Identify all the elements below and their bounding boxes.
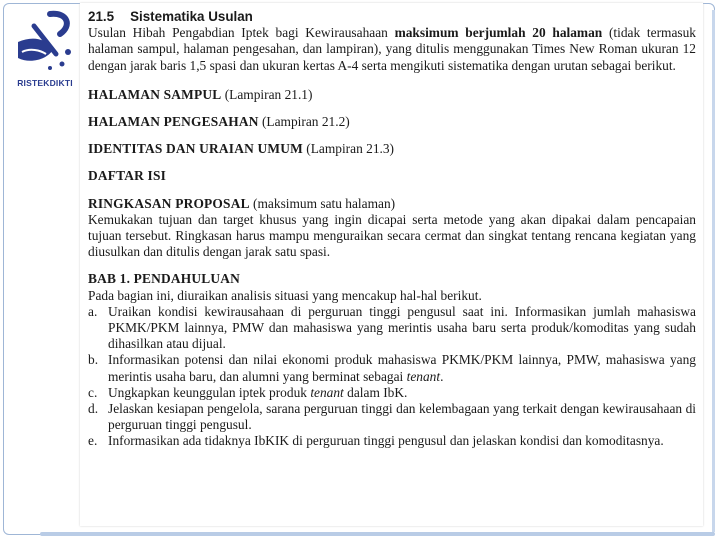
list-item: b. Informasikan potensi dan nilai ekonomi produk mahasiswa PKMK/PKM lainnya, PMW, mahasiswa yang merintis usaha baru, dan alumni yang berminat sebagai tenant. bbox=[88, 352, 696, 384]
ristekdikti-emblem-icon bbox=[10, 8, 80, 78]
frame-right-edge bbox=[712, 10, 715, 532]
list-item: c. Ungkapkan keunggulan iptek produk tenant dalam IbK. bbox=[88, 384, 408, 400]
page-limit-emphasis: maksimum berjumlah 20 halaman bbox=[394, 25, 603, 41]
document-content bbox=[88, 9, 696, 450]
heading-halaman-pengesahan: HALAMAN PENGESAHAN (Lampiran 21.2) bbox=[88, 114, 350, 130]
ringkasan-body: Kemukakan tujuan dan target khusus yang ingin dicapai serta metode yang akan dipakai dalam pencapaian tujuan tersebut. Ringkasan harus mampu menguraikan secara cermat dan singkat tentang rencana kegiatan yang diusulkan dan ditulis dengan jarak satu spasi. bbox=[88, 211, 696, 260]
section-title: Sistematika Usulan bbox=[130, 9, 253, 24]
section-number: 21.5 bbox=[88, 9, 115, 24]
frame-bottom-edge bbox=[40, 532, 715, 536]
heading-halaman-sampul: HALAMAN SAMPUL (Lampiran 21.1) bbox=[88, 86, 313, 102]
logo-label: RISTEKDIKTI bbox=[17, 78, 73, 88]
ristekdikti-logo bbox=[10, 8, 80, 88]
intro-paragraph: Usulan Hibah Pengabdian Iptek bagi Kewirausahaan maksimum berjumlah 20 halaman (tidak termasuk halaman sampul, halaman pengesahan, dan lampiran), yang ditulis menggunakan Times New Roman ukuran 12 dengan jarak baris 1,5 spasi dan ukuran kertas A-4 serta mengikuti sistematika dengan urutan sebagai berikut. bbox=[88, 25, 696, 73]
heading-daftar-isi: DAFTAR ISI bbox=[88, 168, 167, 184]
heading-identitas: IDENTITAS DAN URAIAN UMUM (Lampiran 21.3) bbox=[88, 141, 395, 157]
list-item: a. Uraikan kondisi kewirausahaan di perguruan tinggi pengusul saat ini. Informasikan jumlah mahasiswa PKMK/PKM lainnya, PMW dan mahasiswa yang merintis usaha baru serta produk/komoditas yang sudah dihasilkan atau dijual. bbox=[88, 303, 696, 352]
bab1-intro: Pada bagian ini, diuraikan analisis situasi yang mencakup hal-hal berikut. bbox=[88, 287, 482, 303]
section-heading bbox=[88, 9, 696, 25]
document-page bbox=[80, 3, 703, 526]
bab1-list bbox=[88, 304, 696, 450]
heading-ringkasan: RINGKASAN PROPOSAL (maksimum satu halaman) bbox=[88, 195, 396, 211]
list-item: d. Jelaskan kesiapan pengelola, sarana perguruan tinggi dan kelembagaan yang terkait dengan kewirausahaan di perguruan tinggi pengusul. bbox=[88, 401, 696, 433]
list-item: e. Informasikan ada tidaknya IbKIK di perguruan tinggi pengusul dan jelaskan kondisi dan komoditasnya. bbox=[88, 433, 664, 449]
heading-bab1: BAB 1. PENDAHULUAN bbox=[88, 271, 241, 287]
